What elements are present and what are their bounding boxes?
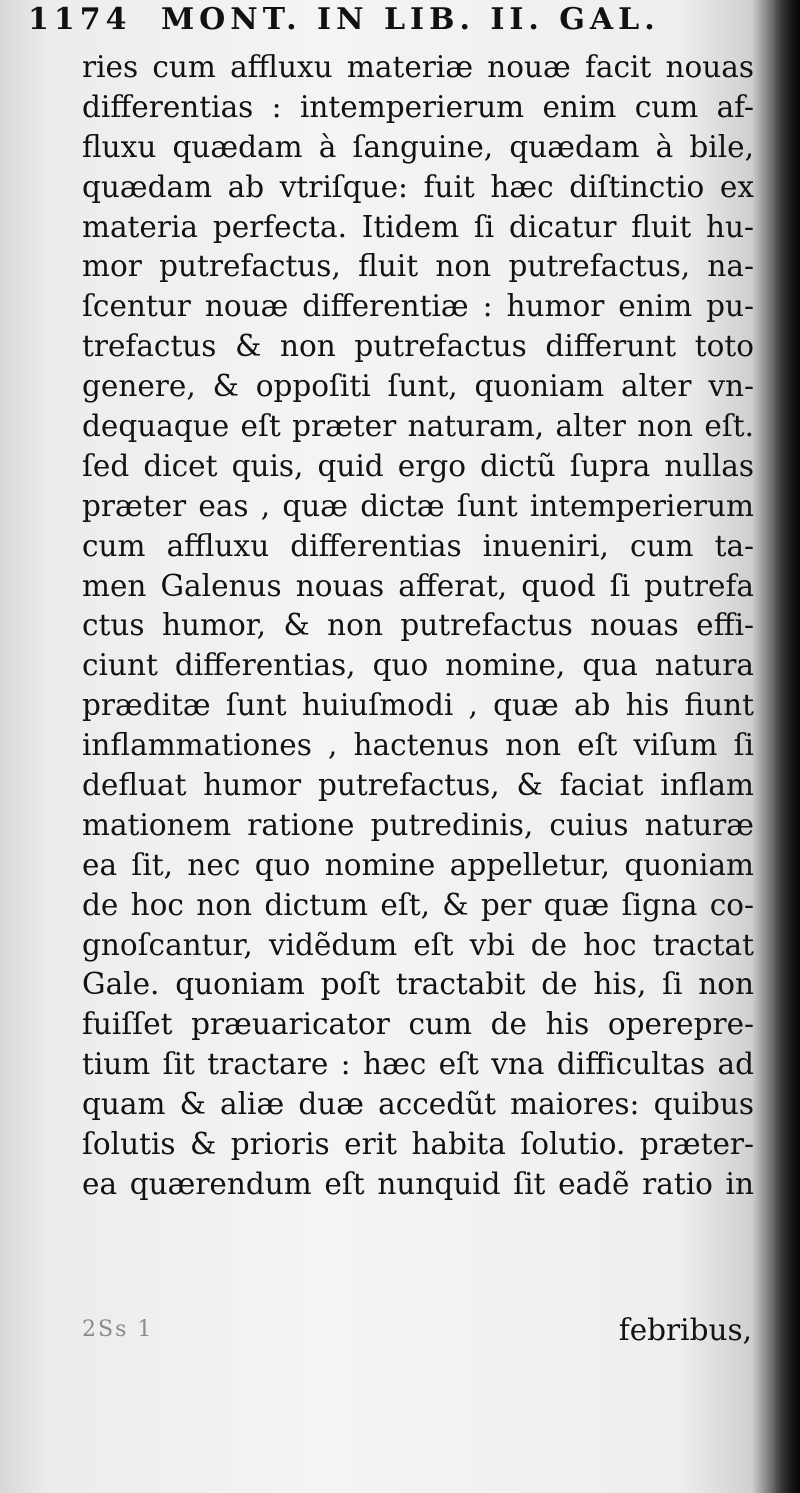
- text-line: defluat humor putrefactus, & faciat inflam: [82, 768, 754, 803]
- text-line: Gale. quoniam poſt tractabit de his, ſi non: [82, 967, 754, 1002]
- text-line: inflammationes , hactenus non eſt viſum ſi: [82, 728, 754, 763]
- text-line: ſed dicet quis, quid ergo dictũ ſupra nullas: [82, 448, 754, 483]
- text-line: fuiſſet præuaricator cum de his operepre-: [82, 1007, 754, 1042]
- text-line: ctus humor, & non putrefactus nouas effi-: [82, 608, 754, 643]
- text-line: gnoſcantur, vidẽdum eſt vbi de hoc tractat: [82, 927, 754, 962]
- text-line: quædam ab vtriſque: fuit hæc diſtinctio ex: [82, 169, 754, 204]
- page-edge-shadow: [774, 0, 800, 1493]
- text-line: cum affluxu differentias inueniri, cum ta-: [82, 528, 754, 563]
- text-line: fluxu quædam à ſanguine, quædam à bile,: [82, 129, 754, 164]
- text-line: ſcentur nouæ differentiæ : humor enim pu-: [82, 289, 754, 324]
- catchword: febribus,: [618, 1313, 752, 1347]
- running-header: [28, 0, 768, 48]
- text-line: ſolutis & prioris erit habita ſolutio. præter-: [82, 1127, 754, 1162]
- text-line: præter eas , quæ dictæ ſunt intemperierum: [82, 488, 754, 523]
- text-line: materia perfecta. Itidem ſi dicatur fluit hu-: [82, 209, 754, 244]
- text-line: ciunt differentias, quo nomine, qua natura: [82, 648, 754, 683]
- text-line: præditæ ſunt huiuſmodi , quæ ab his fiunt: [82, 688, 754, 723]
- text-line: quam & aliæ duæ accedũt maiores: quibus: [82, 1087, 754, 1122]
- running-title: MONT. IN LIB. II. GAL.: [160, 2, 660, 37]
- body-text: [82, 48, 754, 1205]
- text-line: de hoc non dictum eſt, & per quæ ſigna co-: [82, 887, 754, 922]
- text-line: trefactus & non putrefactus differunt toto: [82, 329, 754, 364]
- page-number: 1174: [28, 2, 132, 37]
- text-line: ea quærendum eſt nunquid ſit eadẽ ratio in: [82, 1166, 754, 1201]
- signature-mark: 2Ss 1: [82, 1317, 154, 1342]
- text-line: ea ſit, nec quo nomine appelletur, quoniam: [82, 847, 754, 882]
- text-line: differentias : intemperierum enim cum af-: [82, 89, 754, 124]
- text-line: dequaque eſt præter naturam, alter non eſt.: [82, 409, 754, 444]
- text-line: men Galenus nouas afferat, quod ſi putrefa: [82, 568, 754, 603]
- page-footer: [82, 1310, 754, 1350]
- text-line: mor putrefactus, fluit non putrefactus, na-: [82, 249, 754, 284]
- text-line: tium ſit tractare : hæc eſt vna difficultas ad: [82, 1047, 754, 1082]
- text-line: mationem ratione putredinis, cuius naturæ: [82, 807, 754, 842]
- text-line: genere, & oppoſiti ſunt, quoniam alter vn-: [82, 369, 754, 404]
- text-line: ries cum affluxu materiæ nouæ facit nouas: [82, 50, 754, 84]
